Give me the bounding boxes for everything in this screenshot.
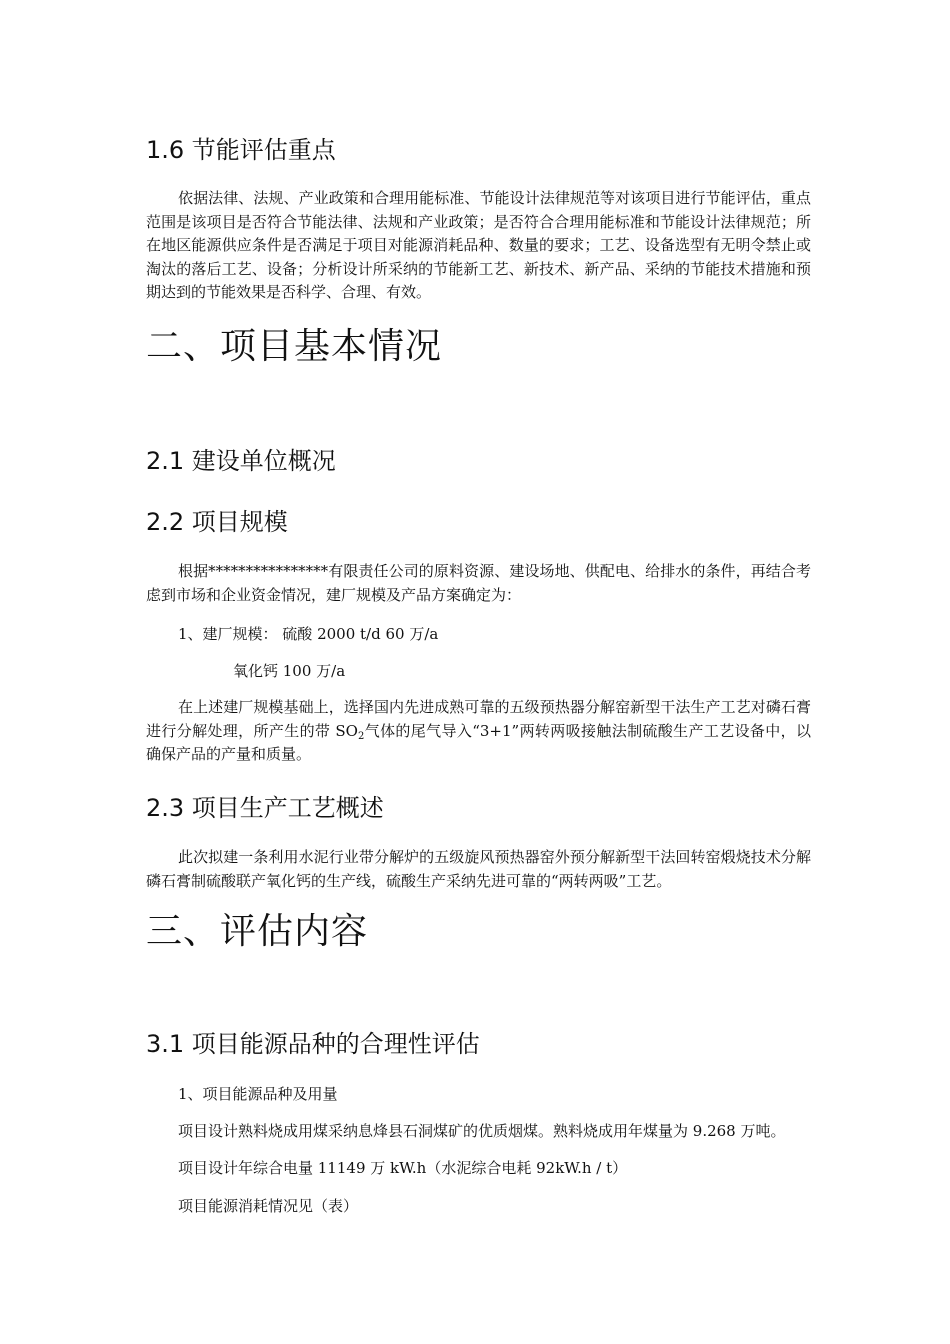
paragraph-process-selection [146,696,811,767]
line-power-usage: 项目设计年综合电量 11149 万 kW.h（水泥综合电耗 92kW.h / t） [178,1159,628,1177]
paragraph-production-process: 此次拟建一条利用水泥行业带分解炉的五级旋风预热器窑外预分解新型干法回转窑煅烧技术分解磷石膏制硫酸联产氧化钙的生产线，硫酸生产采纳先进可靠的“两转两吸”工艺。 [146,848,811,890]
chapter-heading-3: 三、评估内容 [146,911,369,952]
line-coal-usage: 项目设计熟料烧成用煤采纳息烽县石洞煤矿的优质烟煤。熟料烧成用年煤量为 9.268 万吨。 [178,1122,786,1140]
section-heading-2-2: 2.2 项目规模 [146,508,288,536]
item-energy-types: 1、项目能源品种及用量 [178,1085,338,1103]
chapter-heading-2: 二、项目基本情况 [146,326,443,367]
paragraph-energy-assessment-focus: 依据法律、法规、产业政策和合理用能标准、节能设计法律规范等对该项目进行节能评估，重点范围是该项目是否符合节能法律、法规和产业政策；是否符合合理用能标准和节能设计法律规范；所在地区能源供应条件是否满足于项目对能源消耗品种、数量的要求；工艺、设备选型有无明令禁止或淘汰的落后工艺、设备；分析设计所采纳的节能新工艺、新技术、新产品、采纳的节能技术措施和预期达到的节能效果是否科学、合理、有效。 [146,189,811,301]
scale-line-sulfuric-acid: 1、建厂规模： 硫酸 2000 t/d 60 万/a [178,625,439,643]
text-before-subscript: 在上述建厂规模基础上，选择国内先进成熟可靠的五级预热器分解窑新型干法生产工艺对磷石膏进行分解处理，所产生的带 SO [146,698,811,740]
section-heading-2-1: 2.1 建设单位概况 [146,447,336,475]
section-heading-1-6: 1.6 节能评估重点 [146,136,336,164]
paragraph-project-scale: 根据****************有限责任公司的原料资源、建设场地、供配电、给排水的条件，再结合考虑到市场和企业资金情况，建厂规模及产品方案确定为： [146,562,811,604]
scale-line-calcium-oxide: 氧化钙 100 万/a [233,662,346,680]
section-heading-2-3: 2.3 项目生产工艺概述 [146,794,384,822]
subscript-2: 2 [357,730,365,742]
text-after-subscript: 气体的尾气导入“3+1”两转两吸接触法制硫酸生产工艺设备中，以确保产品的产量和质量。 [146,721,811,763]
section-heading-3-1: 3.1 项目能源品种的合理性评估 [146,1030,480,1058]
line-energy-table-ref: 项目能源消耗情况见（表） [178,1197,359,1215]
